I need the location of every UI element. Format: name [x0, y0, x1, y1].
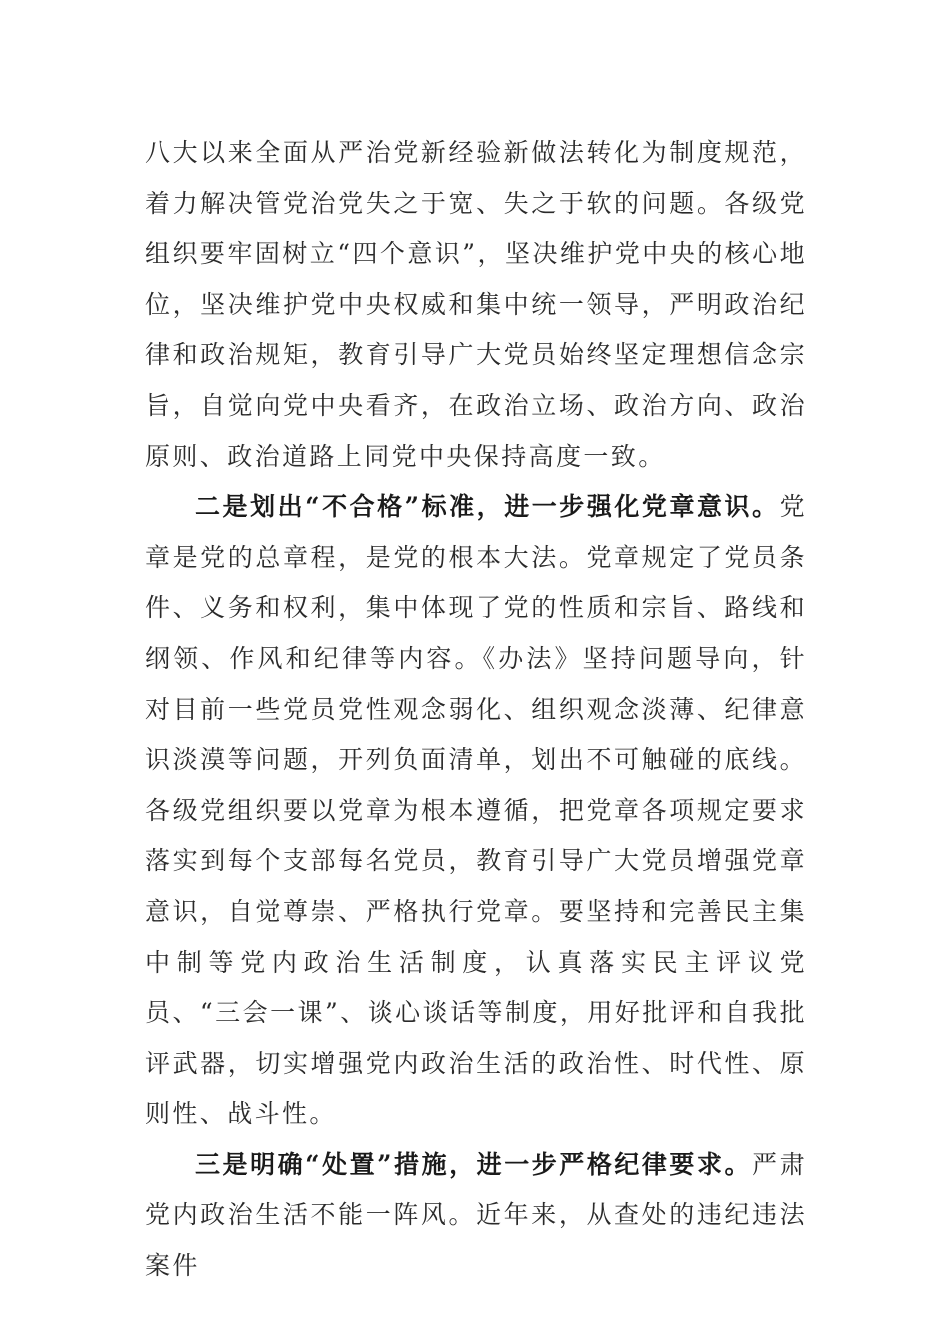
paragraph-lead-heading: 二是划出“不合格”标准，进一步强化党章意识。 [195, 492, 780, 522]
paragraph-text: 八大以来全面从严治党新经验新做法转化为制度规范，着力解决管党治党失之于宽、失之于软的问题。各级党组织要牢固树立“四个意识”，坚决维护党中央的核心地位，坚决维护党中央权威和集中统一领导，严明政治纪律和政治规矩，教育引导广大党员始终坚定理想信念宗旨，自觉向党中央看齐，在政治立场、政治方向、政治原则、政治道路上同党中央保持高度一致。 [145, 138, 807, 471]
paragraph-point-three [145, 1140, 807, 1292]
paragraph-text: 党章是党的总章程，是党的根本大法。党章规定了党员条件、义务和权利，集中体现了党的性质和宗旨、路线和纲领、作风和纪律等内容。《办法》坚持问题导向，针对目前一些党员党性观念弱化、组织观念淡薄、纪律意识淡漠等问题，开列负面清单，划出不可触碰的底线。各级党组织要以党章为根本遵循，把党章各项规定要求落实到每个支部每名党员，教育引导广大党员增强党章意识，自觉尊崇、严格执行党章。要坚持和完善民主集中制等党内政治生活制度，认真落实民主评议党员、“三会一课”、谈心谈话等制度，用好批评和自我批评武器，切实增强党内政治生活的政治性、时代性、原则性、战斗性。 [145, 492, 807, 1129]
paragraph-lead-heading: 三是明确“处置”措施，进一步严格纪律要求。 [195, 1149, 753, 1179]
paragraph-continuation [145, 128, 807, 482]
document-body [145, 128, 807, 1292]
paragraph-point-two [145, 482, 807, 1140]
paragraph-text: 严肃党内政治生活不能一阵风。近年来，从查处的违纪违法案件 [145, 1149, 807, 1281]
